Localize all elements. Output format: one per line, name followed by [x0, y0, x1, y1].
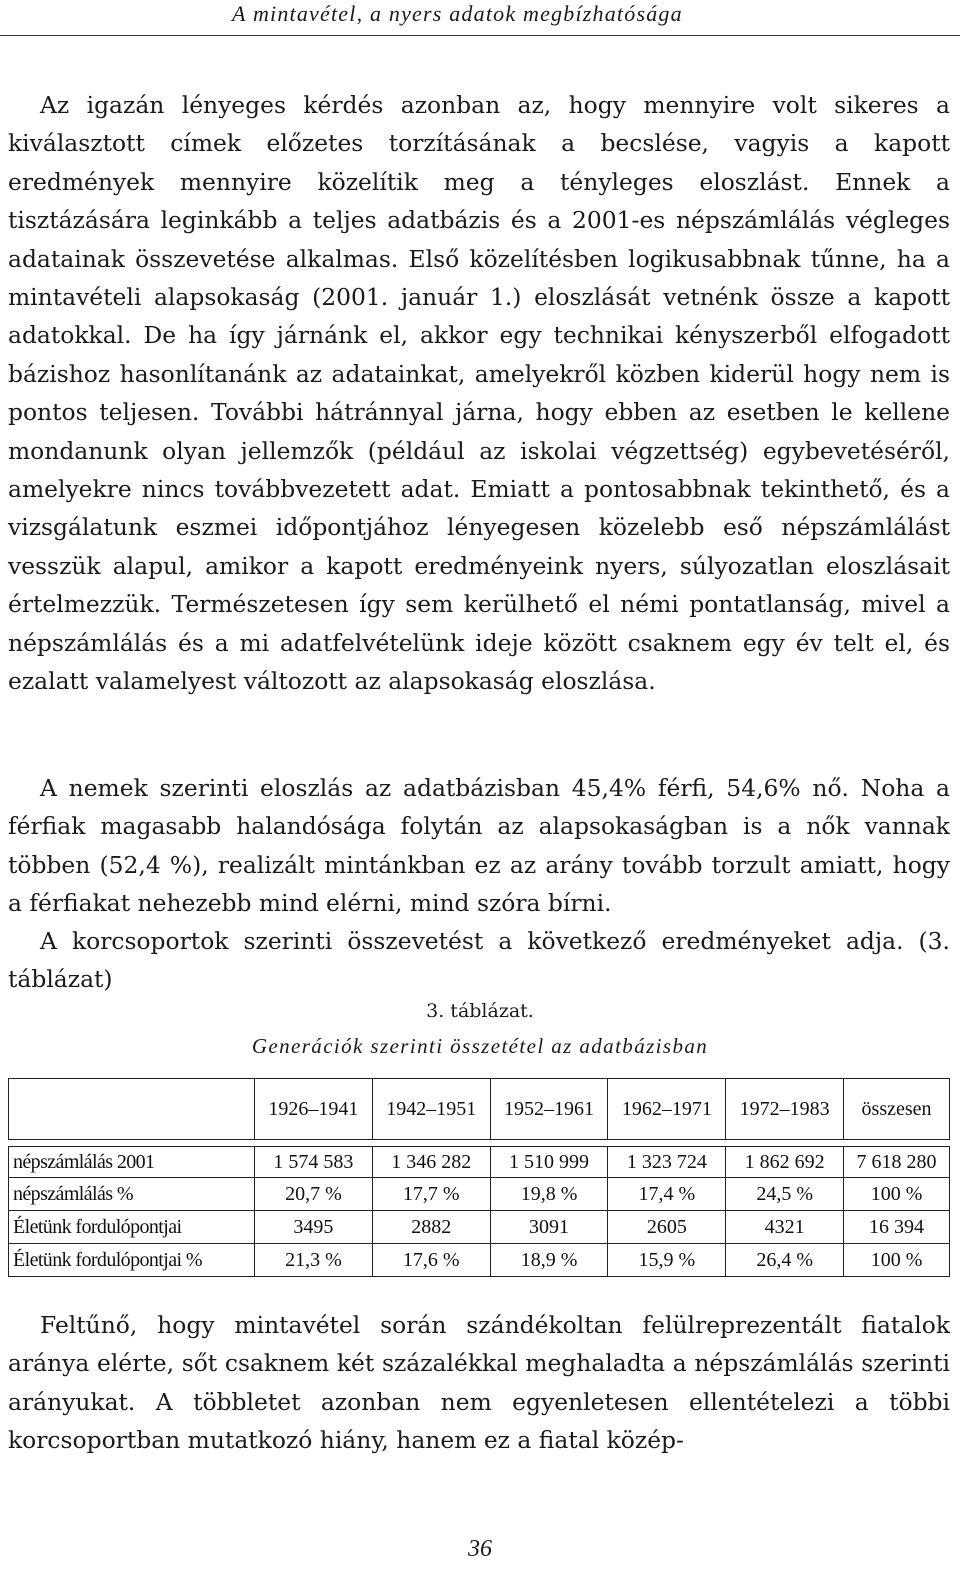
paragraph-3: A korcsoportok szerinti összevetést a következő eredményeket adja. (3. táblázat)	[8, 927, 950, 994]
generations-table	[8, 1078, 950, 1277]
table-cell: 15,9 %	[608, 1244, 726, 1277]
table-header-row	[9, 1079, 950, 1140]
table-cell: 100 %	[844, 1244, 950, 1277]
table-label: 3. táblázat.	[426, 1000, 534, 1022]
table-cell: 3495	[255, 1211, 373, 1244]
row-label: Életünk fordulópontjai	[9, 1211, 255, 1244]
row-label: népszámlálás 2001	[9, 1147, 255, 1178]
table-row	[9, 1211, 950, 1244]
table-cell: 24,5 %	[726, 1178, 844, 1211]
column-header: 1962–1971	[608, 1079, 726, 1140]
table-row	[9, 1147, 950, 1178]
running-head: A mintavétel, a nyers adatok megbízhatósága	[0, 0, 960, 36]
table-cell: 18,9 %	[490, 1244, 608, 1277]
table-cell: 1 510 999	[490, 1147, 608, 1178]
table-cell: 17,4 %	[608, 1178, 726, 1211]
column-header: 1926–1941	[255, 1079, 373, 1140]
table-cell: 1 323 724	[608, 1147, 726, 1178]
table-row	[9, 1178, 950, 1211]
table-cell: 4321	[726, 1211, 844, 1244]
table-cell: 2605	[608, 1211, 726, 1244]
header-corner-cell	[9, 1079, 255, 1140]
table-cell: 1 346 282	[372, 1147, 490, 1178]
table-cell: 21,3 %	[255, 1244, 373, 1277]
table-cell: 2882	[372, 1211, 490, 1244]
column-header: 1952–1961	[490, 1079, 608, 1140]
table-cell: 100 %	[844, 1178, 950, 1211]
table-cell: 26,4 %	[726, 1244, 844, 1277]
table-spacer-row	[9, 1140, 950, 1147]
table-cell: 20,7 %	[255, 1178, 373, 1211]
table-row	[9, 1244, 950, 1277]
column-header: 1972–1983	[726, 1079, 844, 1140]
row-label: Életünk fordulópontjai %	[9, 1244, 255, 1277]
paragraph-1: Az igazán lényeges kérdés azonban az, hogy mennyire volt sikeres a kiválasztott címek előzetes torzításának a becslése, vagyis a kapott eredmények mennyire közelítik meg a tényleges eloszlást. Ennek a tisztázására leginkább a teljes adatbázis és a 2001-es népszámlálás végleges adatainak összevetése alkalmas. Első közelítésben logikusabbnak tűnne, ha a mintavételi alapsokaság (2001. január 1.) eloszlását vetnénk össze a kapott adatokkal. De ha így járnánk el, akkor egy technikai kényszerből elfogadott bázishoz hasonlítanánk az adatainkat, amelyekről közben kiderül hogy nem is pontos teljesen. További hátránnyal járna, hogy ebben az esetben le kellene mondanunk olyan jellemzők (például az iskolai végzettség) egybevetéséről, amelyekre nincs továbbvezetett adat. Emiatt a pontosabbnak tekinthető, és a vizsgálatunk eszmei időpontjához lényegesen közelebb eső népszámlálást vesszük alapul, amikor a kapott eredményeink nyers, súlyozatlan eloszlásait értelmezzük. Természetesen így sem kerülhető el némi pontatlanság, mivel a népszámlálás és a mi adatfelvételünk ideje között csaknem egy év telt el, és ezalatt valamelyest változott az alapsokaság eloszlása.	[8, 91, 950, 696]
column-header: 1942–1951	[372, 1079, 490, 1140]
paragraph-2: A nemek szerinti eloszlás az adatbázisban 45,4% férfi, 54,6% nő. Noha a férfiak magasabb halandósága folytán az alapsokaságban is a nők vannak többen (52,4 %), realizált mintánkban ez az arány tovább torzult amiatt, hogy a férfiakat nehezebb mind elérni, mind szóra bírni.	[8, 774, 950, 918]
table-cell: 1 574 583	[255, 1147, 373, 1178]
page-number: 36	[468, 1536, 492, 1562]
column-header: összesen	[844, 1079, 950, 1140]
table-cell: 17,7 %	[372, 1178, 490, 1211]
table-cell: 17,6 %	[372, 1244, 490, 1277]
table-cell: 19,8 %	[490, 1178, 608, 1211]
table-cell: 7 618 280	[844, 1147, 950, 1178]
row-label: népszámlálás %	[9, 1178, 255, 1211]
table-title: Generációk szerinti összetétel az adatbázisban	[251, 1034, 709, 1058]
table-cell: 1 862 692	[726, 1147, 844, 1178]
paragraph-4: Feltűnő, hogy mintavétel során szándékoltan felülreprezentált fiatalok aránya elérte, sőt csaknem két százalékkal meghaladta a népszámlálás szerinti arányukat. A többletet azonban nem egyenletesen ellentételezi a többi korcsoportban mutatkozó hiány, hanem ez a fiatal közép-	[8, 1311, 950, 1455]
table-cell: 16 394	[844, 1211, 950, 1244]
table-cell: 3091	[490, 1211, 608, 1244]
